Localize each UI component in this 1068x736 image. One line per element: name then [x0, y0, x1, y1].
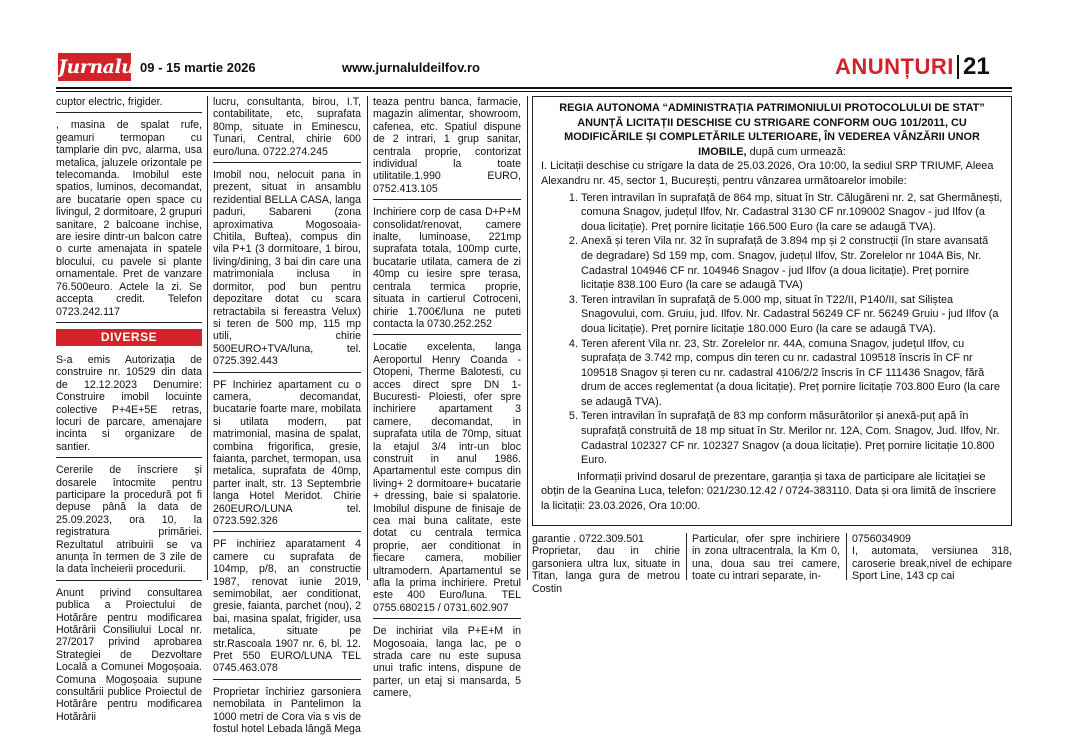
classifieds-column-3: [373, 96, 521, 700]
list-item: PF Inchiriez apartament cu o camera, decomandat, bucatarie foarte mare, mobilata si utilata modern, pat matrimonial, masina de spalat, combina frigorifica, gresie, faianta, parchet, termopan, usa metalica, suprafata de 40mp, parter inalt, str. 13 Septembrie langa Hotel Meridot. Chirie 260EURO/LUNA tel. 0723.592.326: [213, 379, 361, 533]
bottom-ad-1: garantie . 0722.309.501 Proprietar, dau in chirie garsoniera ultra lux, situate in Titan, langa gura de metrou Costin: [532, 533, 680, 595]
section-title: ANUNȚURI: [835, 54, 954, 79]
list-item: teaza pentru banca, farmacie, magazin alimentar, showroom, cafenea, etc. Spatiul dispune de 2 intrari, 1 grup sanitar, centrala proprie, contorizat individual la toate utilitatile.1.990 EURO, 0752.413.105: [373, 96, 521, 200]
property-item: 1. Teren intravilan în suprafață de 864 mp, situat în Str. Călugăreni nr. 2, sat Ghermănești, comuna Snagov, județul Ilfov, Nr. Cadastral 3130 CF nr.109002 Snagov - jud Ilfov (a doua licitație). Preț pornire licitație 166.500 Euro (la care se adaugă TVA).: [581, 191, 1003, 235]
property-item: 2. Anexă și teren Vila nr. 32 în suprafață de 3.894 mp și 2 construcții (în stare avansată de degradare) Sd 159 mp, com. Snagov, județul Ilfov, Str. Zorelelor nr 104A Bis, Nr. Cadastral 104946 CF nr. 104946 Snagov - jud Ilfov (a doua licitație). Preț pornire licitație 838.100 Euro (la care se adaugă TVA): [581, 234, 1003, 292]
property-item: 4. Teren aferent Vila nr. 23, Str. Zorelelor nr. 44A, comuna Snagov, județul Ilfov, cu suprafața de 3.742 mp, compus din teren cu nr. cadastral 109518 înscris în CF nr 109518 Snagov și teren cu nr. cadastral 4106/2/2 înscris în CF 111436 Snagov, fără drum de acces reglementat (a doua licitație). Preț pornire licitație 703.800 Euro (la care se adaugă TVA).: [581, 337, 1003, 410]
list-item: Locatie excelenta, langa Aeroportul Henry Coanda -Otopeni, Therme Balotesti, cu acces direct spre DN 1- Bucuresti- Ploiesti, ofer spre inchiriere apartament 3 camere, decomandat, in suprafata utila de 70mp, situat la etajul 3/4 intr-un bloc construit in anul 1986. Apartamentul este compus din living+ 2 dormitoare+ bucatarie + dressing, baie si spalatorie. Imobilul dispune de finisaje de cea mai buna calitate, este dotat cu centrala termica proprie, aer conditionat in fiecare camera, mobilier ultramodern. Apartamentul se afla la prima inchiriere. Pretul este 400 Euro/luna. TEL 0755.680215 / 0731.602.907: [373, 341, 521, 619]
list-item: Cererile de înscriere și dosarele întocmite pentru participare la procedură pot fi depuse până la data de 25.09.2023, ora 10, la registratura primăriei. Rezultatul atribuirii se va anunța în termen de 3 zile de la data încheierii procedurii.: [56, 464, 202, 581]
list-item: Anunt privind consultarea publica a Proiectului de Hotărâre pentru modificarea Hotărârii Consiliului Local nr. 27/2017 privind aprobarea Strategiei de Dezvoltare Locală a Comunei Mogoșoaia. Comuna Mogoșoaia supune consultării publice Proiectul de Hotărâre pentru modificarea Hotărârii: [56, 586, 202, 723]
announcement-title-tail: după cum urmează:: [746, 145, 846, 158]
property-item: 5. Teren intravilan în suprafață de 83 mp conform măsurătorilor și anexă-puț apă în suprafață construită de 18 mp situat în Str. Merilor nr. 12A, Com. Snagov, Jud. Ilfov, Nr. Cadastral 102327 CF nr. 102327 Snagov (a doua licitație). Preț pornire licitație 10.800 Euro.: [581, 409, 1003, 467]
announcement-contact-info: Informații privind dosarul de prezentare, garanția și taxa de participare ale licitației se obțin de la Geanina Luca, telefon: 021/230.12.42 / 0724-383110. Data și ora limită de înscriere la licitații: 23.03.2026, Ora 10:00.: [541, 470, 997, 513]
list-item: PF inchiriez aparatament 4 camere cu suprafata de 104mp, p/8, an constructie 1987, renovat iunie 2019, semimobilat, aer conditionat, gresie, faianta, parchet (nou), 2 bai, masina spalat, frigider, usa metalica, situate pe str.Rascoala 1907 nr. 6, bl. 12. Pret 550 EURO/LUNA TEL 0745.463.078: [213, 538, 361, 679]
page-header: [0, 0, 1068, 88]
website-link[interactable]: www.jurnaluldeilfov.ro: [342, 60, 480, 75]
property-item: 3. Teren intravilan în suprafață de 5.000 mp, situat în T22/II, P140/II, sat Siliștea Snagovului, com. Gruiu, jud. Ilfov. Nr. Cadastral 56249 CF nr. 56249 Gruiu - jud Ilfov (a doua licitație). Preț pornire licitație 180.000 Euro (la care se adaugă TVA).: [581, 293, 1003, 337]
classifieds-column-2: [213, 96, 361, 736]
column-divider: [367, 96, 368, 580]
column-divider: [846, 533, 847, 580]
issue-date: 09 - 15 martie 2026: [140, 60, 256, 75]
list-item: Proprietar închiriez garsoniera nemobilata in Pantelimon la 1000 metri de Cora via s vis de fostul hotel Lebada lângă Mega: [213, 685, 361, 736]
list-item: Imobil nou, nelocuit pana in prezent, situat in ansamblu rezidential BELLA CASA, langa paduri, Sabareni (zona aproximativa Mogosoaia-Chitila, Buftea), compus din vila P+1 (3 dormitoare, 1 birou, living/dining, 3 bai din care una matrimoniala inclusa in dormitor, pod bun pentru depozitare dotat cu scara retractabila si fereastra Velux) si teren de 500 mp, 115 mp utili, chirie 500EURO+TVA/luna, tel. 0725.392.443: [213, 169, 361, 373]
list-item: S-a emis Autorizația de construire nr. 10529 din data de 12.12.2023 Denumire: Construire imobil locuinte colective P+4E+5E retras, locuri de parcare, amenajare incinta si organizare de santier.: [56, 354, 202, 458]
header-rule-thin: [56, 91, 1012, 92]
announcement-title: [541, 101, 1003, 159]
announcement-title-text: REGIA AUTONOMA “ADMINISTRAȚIA PATRIMONIULUI PROTOCOLULUI DE STAT” ANUNȚĂ LICITAȚII DESCHISE CU STRIGARE CONFORM OUG 101/2011, CU MODIFICĂRILE ȘI COMPLETĂRILE ULTERIOARE, ÎN VEDEREA VÂNZĂRII UNOR IMOBILE,: [559, 102, 985, 158]
page-number: 21: [963, 53, 990, 80]
header-rule: [56, 87, 1012, 89]
classifieds-column-1: [56, 96, 202, 723]
column-divider: [686, 533, 687, 580]
column-divider: [207, 96, 208, 580]
announcement-intro: I. Licitații deschise cu strigare la data de 25.03.2026, Ora 10:00, la sediul SRP TRIUMF, Aleea Alexandru nr. 45, sector 1, București, pentru vânzarea următoarelor imobile:: [541, 160, 994, 187]
bottom-ad-3: 0756034909 I, automata, versiunea 318, caroserie break,nivel de echipare Sport Line, 143 cp cai: [852, 533, 1012, 583]
auction-announcement: [532, 96, 1012, 526]
bottom-ad-2: Particular, ofer spre inchiriere in zona ultracentrala, la Km 0, una, doua sau trei camere, toate cu intrari separate, in-: [692, 533, 840, 583]
newspaper-logo: Jurnalul: [58, 53, 131, 81]
property-list: [541, 191, 1003, 468]
list-item: , masina de spalat rufe, geamuri termopan cu tamplarie din pvc, alarma, usa metalica, jaluzele orizontale pe telecomanda. Imobilul este spatios, luminos, decomandat, are bucatarie open space cu livingul, 2 dormitoare, 2 grupuri sanitare, 2 balcoane inchise, are iesire dintr-un balcon catre o curte amenajata in spatele blocului, cu pavele si plante ornamentale. Pret de vanzare 76.500euro. Actele la zi. Se accepta credit. Telefon 0723.242.117: [56, 119, 202, 323]
category-heading-diverse: DIVERSE: [56, 329, 202, 346]
list-item: lucru, consultanta, birou, I.T, contabilitate, etc, suprafata 80mp, situate in Eminescu, Tunari, Central, chirie 600 euro/luna. 0722.274.245: [213, 96, 361, 163]
column-divider: [527, 96, 528, 580]
header-separator: [957, 55, 959, 79]
list-item: cuptor electric, frigider.: [56, 96, 202, 113]
list-item: De inchiriat vila P+E+M in Mogosoaia, langa lac, pe o strada care nu este supusa unui trafic intens, dispune de parter, un etaj si mansarda, 5 camere,: [373, 625, 521, 700]
list-item: Inchiriere corp de casa D+P+M consolidat/renovat, camere inalte, luminoase, 221mp suprafata totala, 100mp curte, bucatarie utilata, camera de zi 40mp cu iesire spre terasa, centrala termica proprie, situata in cartierul Cotroceni, chirie 1.700€/luna ne puteti contacta la 0730.252.252: [373, 206, 521, 335]
